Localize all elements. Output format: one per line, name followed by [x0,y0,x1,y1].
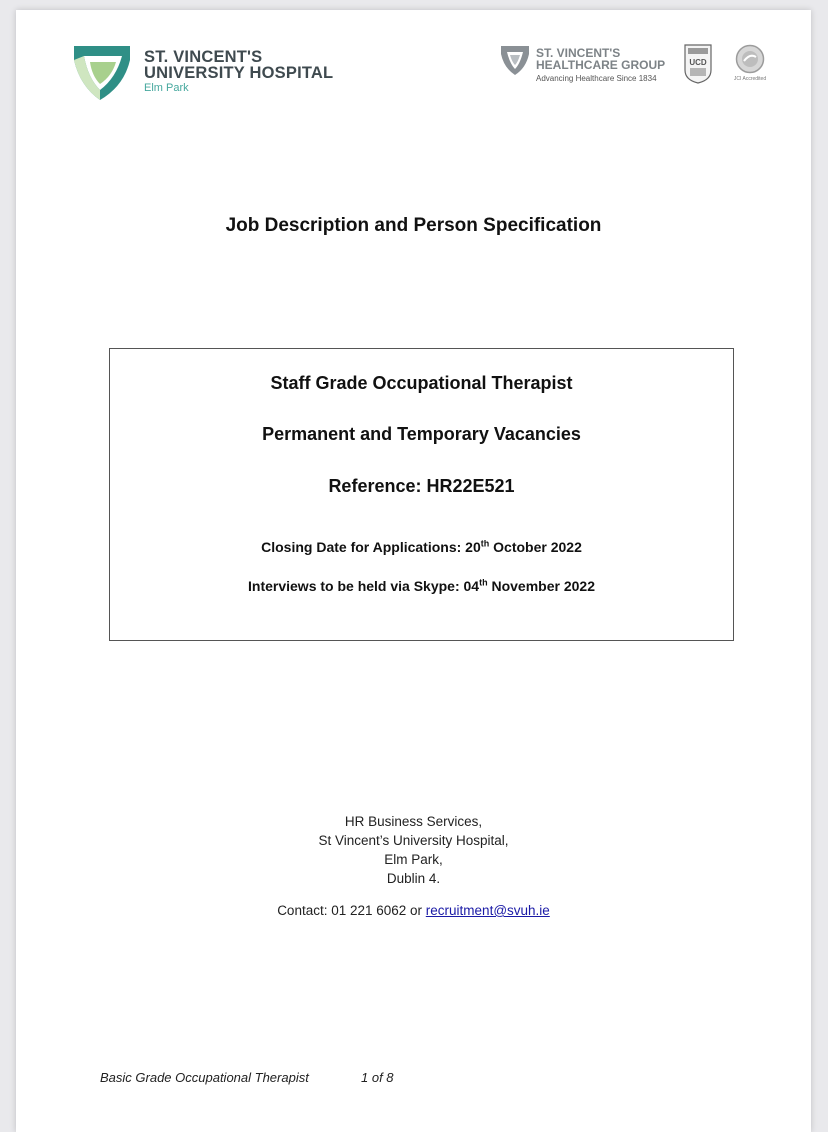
group-logo-line1: ST. VINCENT'S [536,46,621,60]
closing-date-rest: October 2022 [489,539,582,555]
svuh-logo-line1: ST. VINCENT'S [144,48,263,66]
svuh-logo [72,42,342,104]
closing-date-suffix: th [480,538,490,549]
address-line-1: HR Business Services, [344,814,483,829]
document-title: Job Description and Person Specification [225,215,602,236]
svuh-logo-sub: Elm Park [144,82,189,94]
address-line-3: Elm Park, [384,852,443,867]
vacancy-type: Permanent and Temporary Vacancies [262,424,581,444]
jci-seal-icon [735,44,765,74]
contact-phone-text: Contact: 01 221 6062 or [277,903,426,918]
interview-date-rest: November 2022 [487,578,595,594]
jci-accreditation-logo [730,44,770,88]
footer-page-number: 1 of 8 [361,1070,394,1085]
group-shield-icon [500,44,530,76]
reference-number: Reference: HR22E521 [328,476,515,496]
position-title: Staff Grade Occupational Therapist [270,373,573,393]
hr-address-block [16,812,811,888]
address-line-4: Dublin 4. [386,871,441,886]
svuh-logo-line2: UNIVERSITY HOSPITAL [144,64,334,82]
closing-date [110,539,733,555]
contact-line [16,903,811,918]
group-logo-line2: HEALTHCARE GROUP [536,58,666,72]
closing-date-label: Closing Date for Applications: 20 [261,539,481,555]
recruitment-email-link[interactable]: recruitment@svuh.ie [425,903,550,918]
address-line-2: St Vincent’s University Hospital, [318,833,509,848]
interview-date-suffix: th [479,577,488,588]
footer-document-name: Basic Grade Occupational Therapist [100,1070,309,1085]
group-logo-tagline: Advancing Healthcare Since 1834 [536,74,657,83]
ucd-label: UCD [689,58,707,67]
document-page [16,10,811,1132]
interview-date-label: Interviews to be held via Skype: 04 [248,578,480,594]
vacancy-details-box [109,348,734,641]
interview-date [110,578,733,594]
ucd-crest-logo [684,44,712,84]
healthcare-group-logo [500,44,680,94]
jci-label: JCI Accredited [733,76,767,82]
svuh-shield-icon [72,42,134,104]
